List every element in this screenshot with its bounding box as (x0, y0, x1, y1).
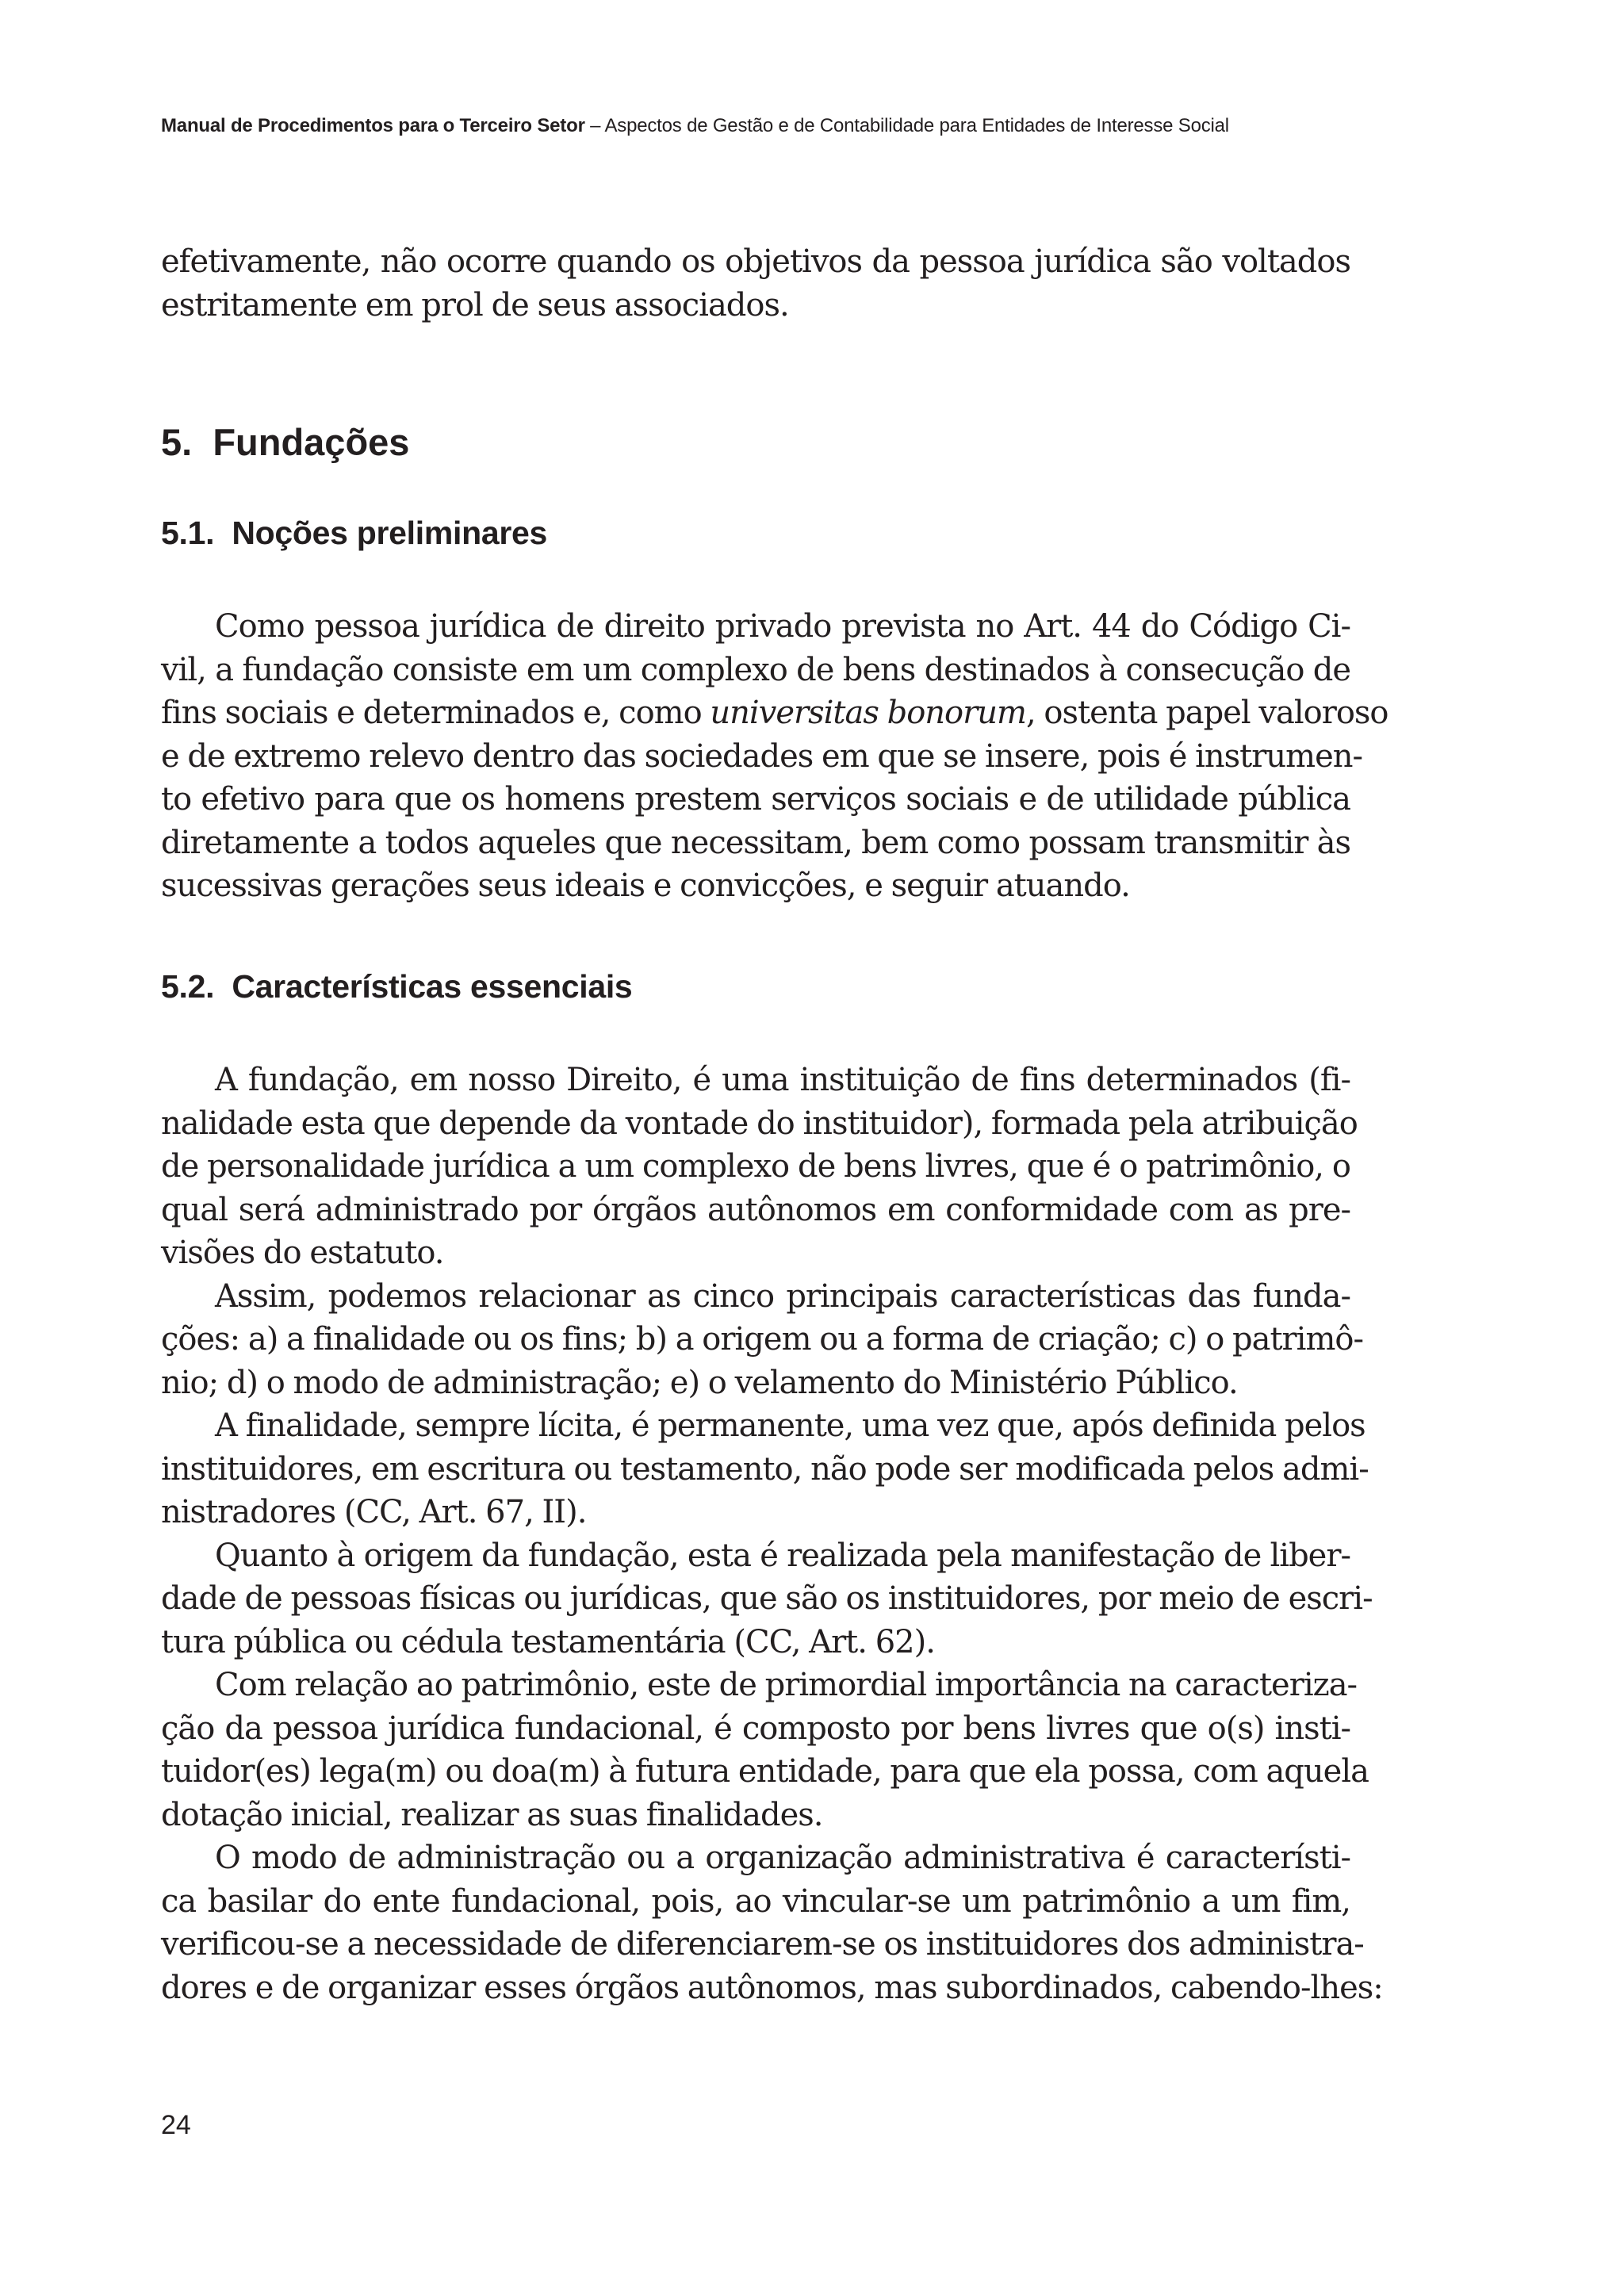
text-line: sucessivas gerações seus ideais e convicções, e seguir atuando. (161, 867, 1130, 904)
paragraph-nocoes (161, 605, 1388, 908)
section-body-caracteristicas (161, 1059, 1383, 2009)
subsection-number: 5.2. (161, 968, 215, 1005)
text-line: Assim, podemos relacionar as cinco principais características das funda- (215, 1277, 1350, 1315)
text-line: nistradores (CC, Art. 67, II). (161, 1494, 587, 1530)
text-line: dade de pessoas físicas ou jurídicas, que são os instituidores, por meio de escri- (161, 1580, 1373, 1617)
text-line: estritamente em prol de seus associados. (161, 286, 789, 324)
text-line: O modo de administração ou a organização administrativa é característi- (215, 1840, 1350, 1876)
paragraph (161, 1059, 1358, 1275)
text-line: Com relação ao patrimônio, este de primordial importância na caracteriza- (215, 1667, 1358, 1703)
text-line: ca basilar do ente fundacional, pois, ao vincular-se um patrimônio a um fim, (161, 1882, 1350, 1920)
text-line: dores e de organizar esses órgãos autônomos, mas subordinados, cabendo-lhes: (161, 1969, 1383, 2006)
text-line: verificou-se a necessidade de diferenciarem-se os instituidores dos administra- (161, 1926, 1364, 1963)
text-line: Quanto à origem da fundação, esta é realizada pela manifestação de liber- (215, 1537, 1350, 1574)
subsection-title: Características essenciais (232, 968, 633, 1005)
text-line: tuidor(es) lega(m) ou doa(m) à futura entidade, para que ela possa, com aquela (161, 1753, 1369, 1790)
text-line: dotação inicial, realizar as suas finalidades. (161, 1796, 823, 1833)
latin-term: universitas bonorum (710, 695, 1026, 731)
running-head-subtitle: – Aspectos de Gestão e de Contabilidade para Entidades de Interesse Social (584, 115, 1229, 136)
text-line: to efetivo para que os homens prestem serviços sociais e de utilidade pública (161, 781, 1350, 818)
section-heading (161, 420, 409, 465)
text-line: ção da pessoa jurídica fundacional, é composto por bens livres que o(s) insti- (161, 1710, 1350, 1747)
subsection-title: Noções preliminares (232, 515, 548, 551)
text-line: nalidade esta que depende da vontade do instituidor), formada pela atribuição (161, 1105, 1358, 1142)
text-line: instituidores, em escritura ou testamento, não pode ser modificada pelos admi- (161, 1450, 1369, 1488)
text-line: de personalidade jurídica a um complexo de bens livres, que é o patrimônio, o (161, 1148, 1350, 1185)
paragraph (161, 1404, 1369, 1534)
running-head-title: Manual de Procedimentos para o Terceiro Setor (161, 115, 585, 136)
paragraph (161, 1664, 1369, 1836)
subsection-number: 5.1. (161, 515, 215, 551)
text-line (161, 691, 1388, 735)
text-line: Como pessoa jurídica de direito privado prevista no Art. 44 do Código Ci- (215, 608, 1350, 645)
subsection-heading-5-1 (161, 513, 547, 553)
text-line: visões do estatuto. (161, 1235, 444, 1271)
text-line: nio; d) o modo de administração; e) o velamento do Ministério Público. (161, 1364, 1238, 1401)
text-line: qual será administrado por órgãos autônomos em conformidade com as pre- (161, 1191, 1350, 1228)
paragraph (161, 1275, 1363, 1405)
section-number: 5. (161, 421, 193, 463)
text-line: diretamente a todos aqueles que necessitam, bem como possam transmitir às (161, 824, 1350, 861)
text-line: ções: a) a finalidade ou os fins; b) a origem ou a forma de criação; c) o patrimô- (161, 1321, 1363, 1358)
subsection-heading-5-2 (161, 967, 632, 1006)
text-line: tura pública ou cédula testamentária (CC, Art. 62). (161, 1623, 935, 1660)
text-line: A finalidade, sempre lícita, é permanente, uma vez que, após definida pelos (215, 1407, 1365, 1444)
intro-paragraph (161, 240, 1350, 327)
text-line: vil, a fundação consiste em um complexo de bens destinados à consecução de (161, 651, 1350, 688)
paragraph (161, 1534, 1373, 1664)
section-title: Fundações (213, 421, 410, 463)
paragraph (161, 1836, 1383, 2009)
text-segment: , ostenta papel valoroso (1025, 695, 1388, 731)
running-head (161, 114, 1350, 138)
text-segment: fins sociais e determinados e, como (161, 695, 710, 731)
text-line: efetivamente, não ocorre quando os objetivos da pessoa jurídica são voltados (161, 243, 1350, 280)
text-line: e de extremo relevo dentro das sociedades em que se insere, pois é instrumen- (161, 737, 1363, 775)
page-number: 24 (161, 2110, 191, 2140)
text-line: A fundação, em nosso Direito, é uma instituição de fins determinados (fi- (215, 1062, 1350, 1098)
